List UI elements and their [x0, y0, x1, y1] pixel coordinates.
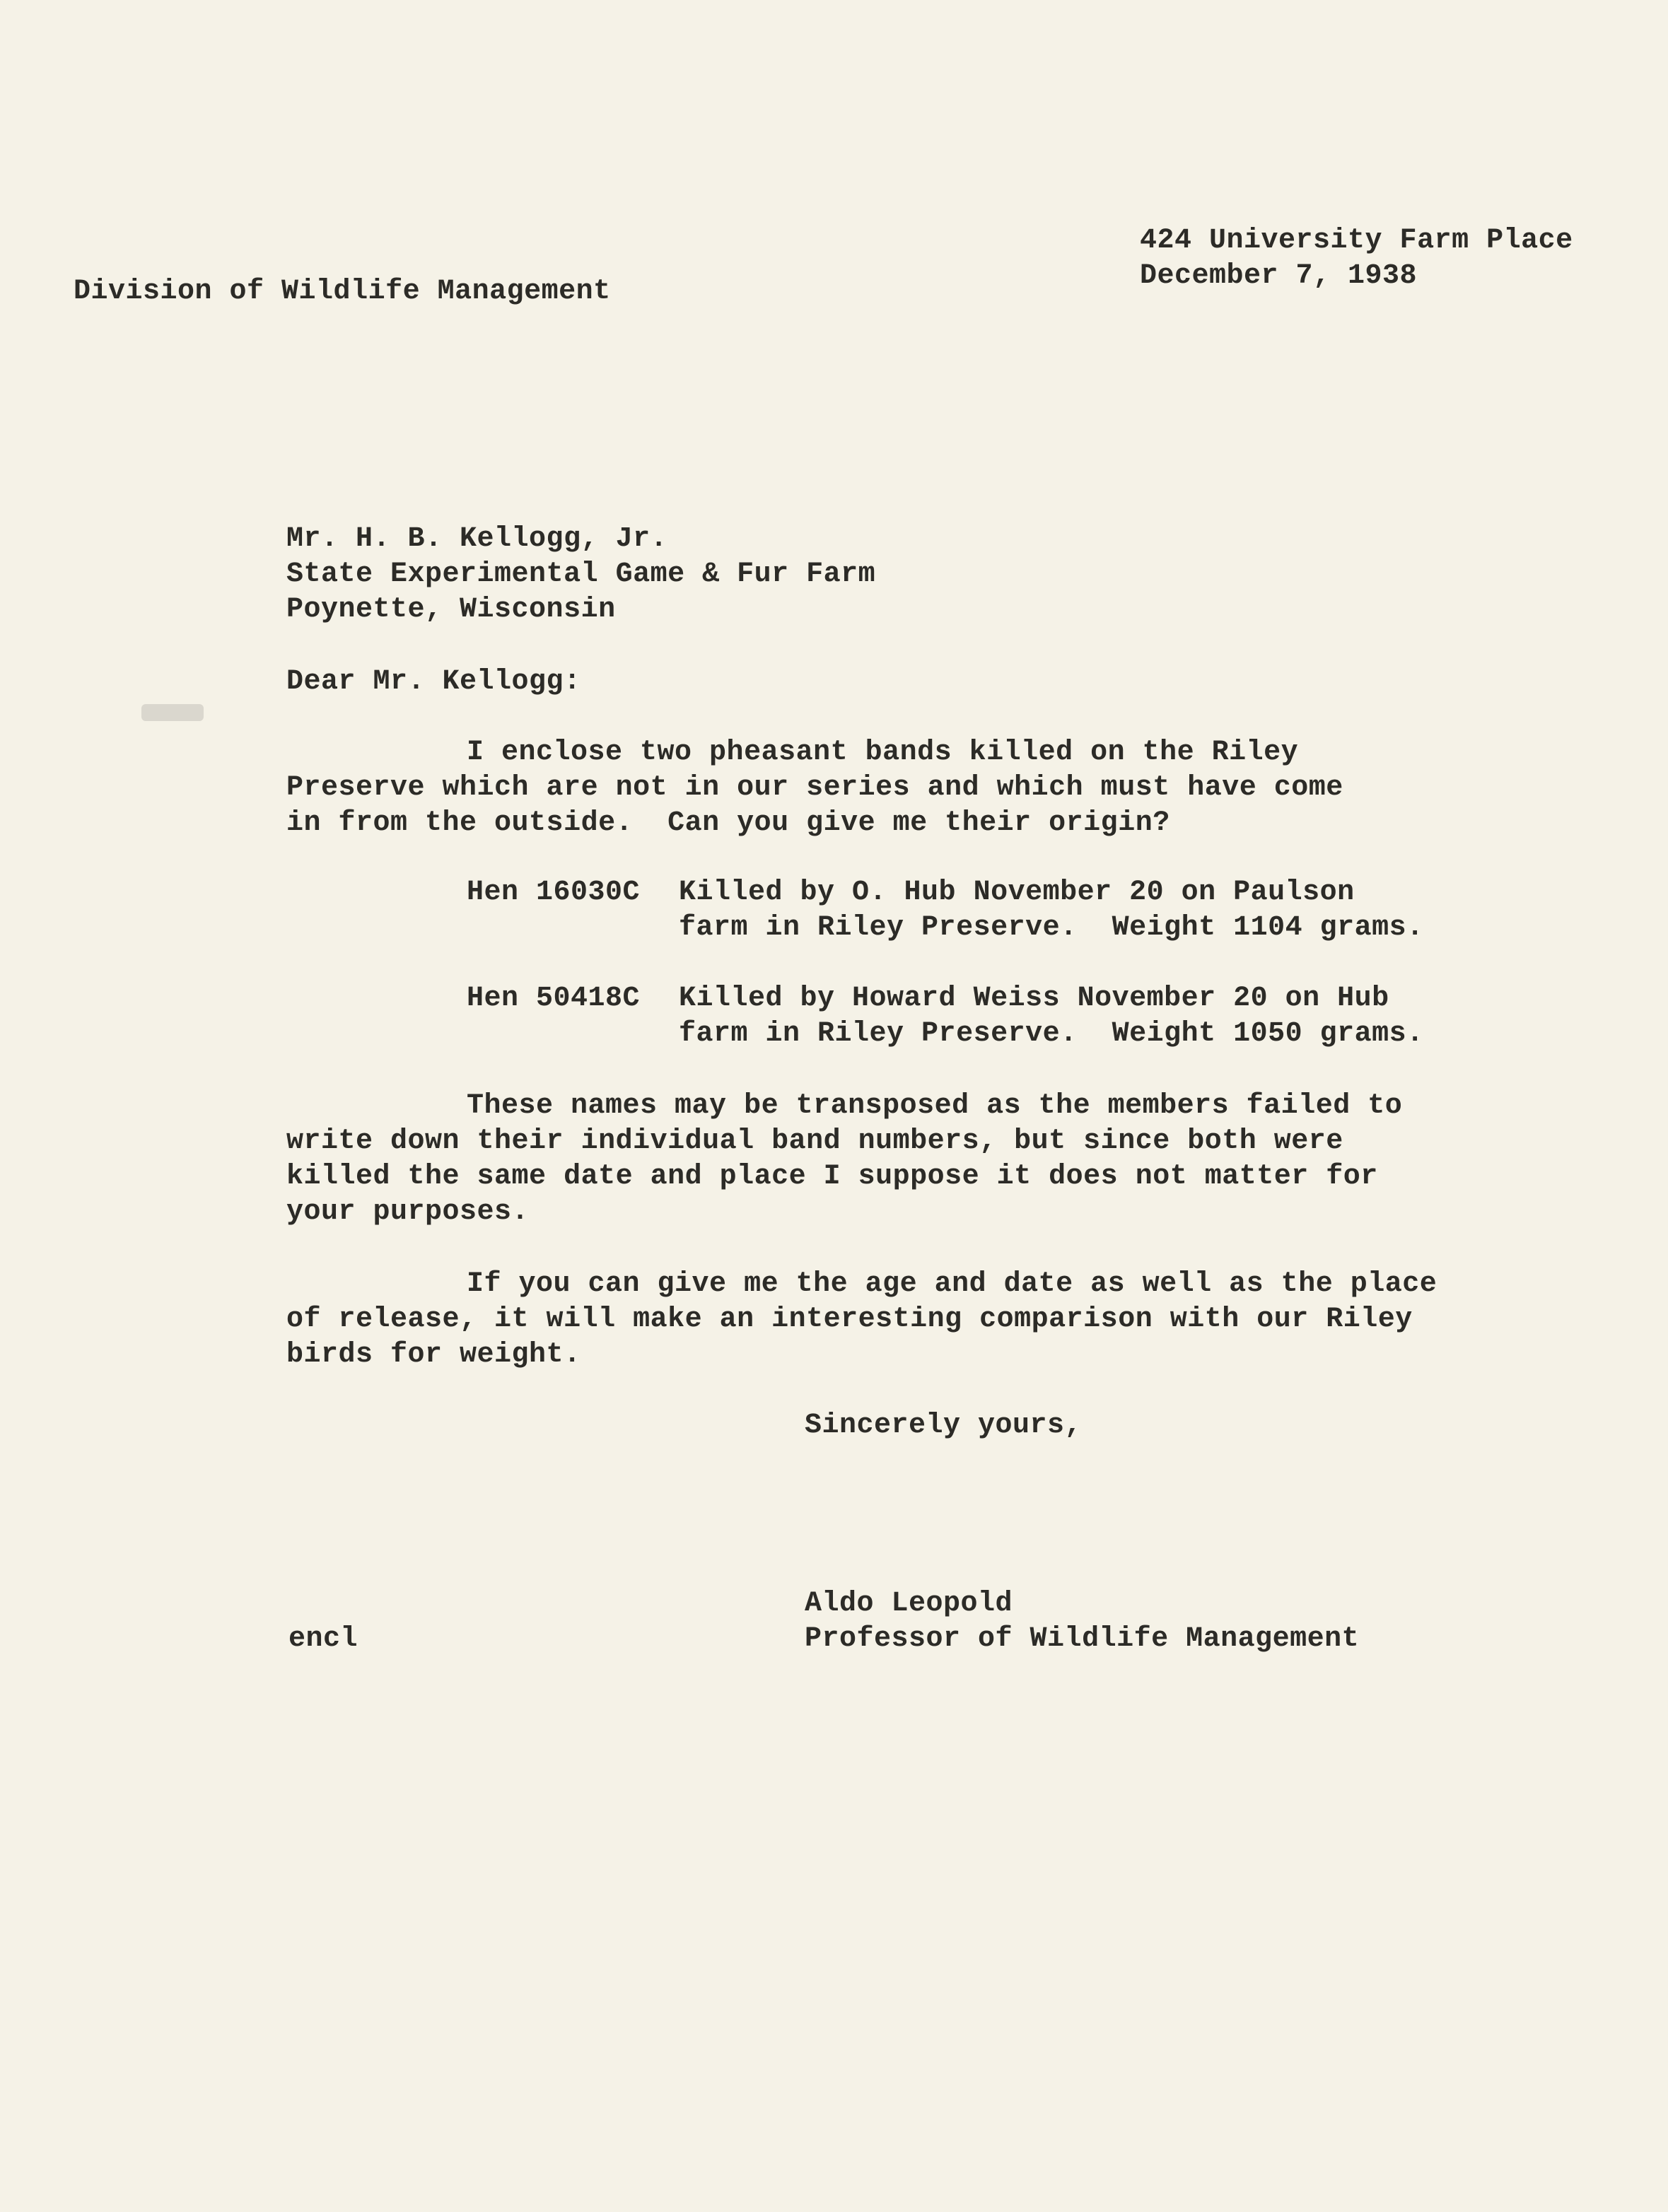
paragraph-2-line: your purposes.: [286, 1196, 530, 1228]
signature-title: Professor of Wildlife Management: [805, 1623, 1360, 1655]
signature-name: Aldo Leopold: [805, 1588, 1013, 1620]
letter-date: December 7, 1938: [1140, 260, 1418, 292]
return-address: 424 University Farm Place: [1140, 225, 1573, 257]
ink-smudge: [141, 704, 204, 721]
band-2-detail-line: farm in Riley Preserve. Weight 1050 grams.: [679, 1018, 1424, 1050]
enclosure-note: encl: [288, 1623, 358, 1655]
closing: Sincerely yours,: [805, 1410, 1083, 1441]
paragraph-1-line: I enclose two pheasant bands killed on the Riley: [467, 737, 1299, 768]
paragraph-3-line: If you can give me the age and date as well as the place: [467, 1268, 1437, 1300]
paragraph-2-line: killed the same date and place I suppose it does not matter for: [286, 1161, 1378, 1193]
recipient-location: Poynette, Wisconsin: [286, 594, 616, 626]
paragraph-2-line: These names may be transposed as the members failed to: [467, 1090, 1403, 1122]
band-1-detail-line: farm in Riley Preserve. Weight 1104 grams.: [679, 912, 1424, 944]
recipient-name: Mr. H. B. Kellogg, Jr.: [286, 523, 668, 555]
band-2-detail-line: Killed by Howard Weiss November 20 on Hub: [679, 983, 1389, 1014]
band-1-detail-line: Killed by O. Hub November 20 on Paulson: [679, 877, 1355, 908]
recipient-organization: State Experimental Game & Fur Farm: [286, 558, 876, 590]
division-heading: Division of Wildlife Management: [74, 276, 611, 308]
paragraph-1-line: in from the outside. Can you give me their origin?: [286, 807, 1170, 839]
paragraph-3-line: birds for weight.: [286, 1339, 581, 1371]
band-1-label: Hen 16030C: [467, 877, 641, 908]
paragraph-3-line: of release, it will make an interesting comparison with our Riley: [286, 1304, 1413, 1335]
band-2-label: Hen 50418C: [467, 983, 641, 1014]
salutation: Dear Mr. Kellogg:: [286, 666, 581, 698]
paragraph-1-line: Preserve which are not in our series and which must have come: [286, 772, 1343, 804]
paragraph-2-line: write down their individual band numbers, but since both were: [286, 1125, 1343, 1157]
